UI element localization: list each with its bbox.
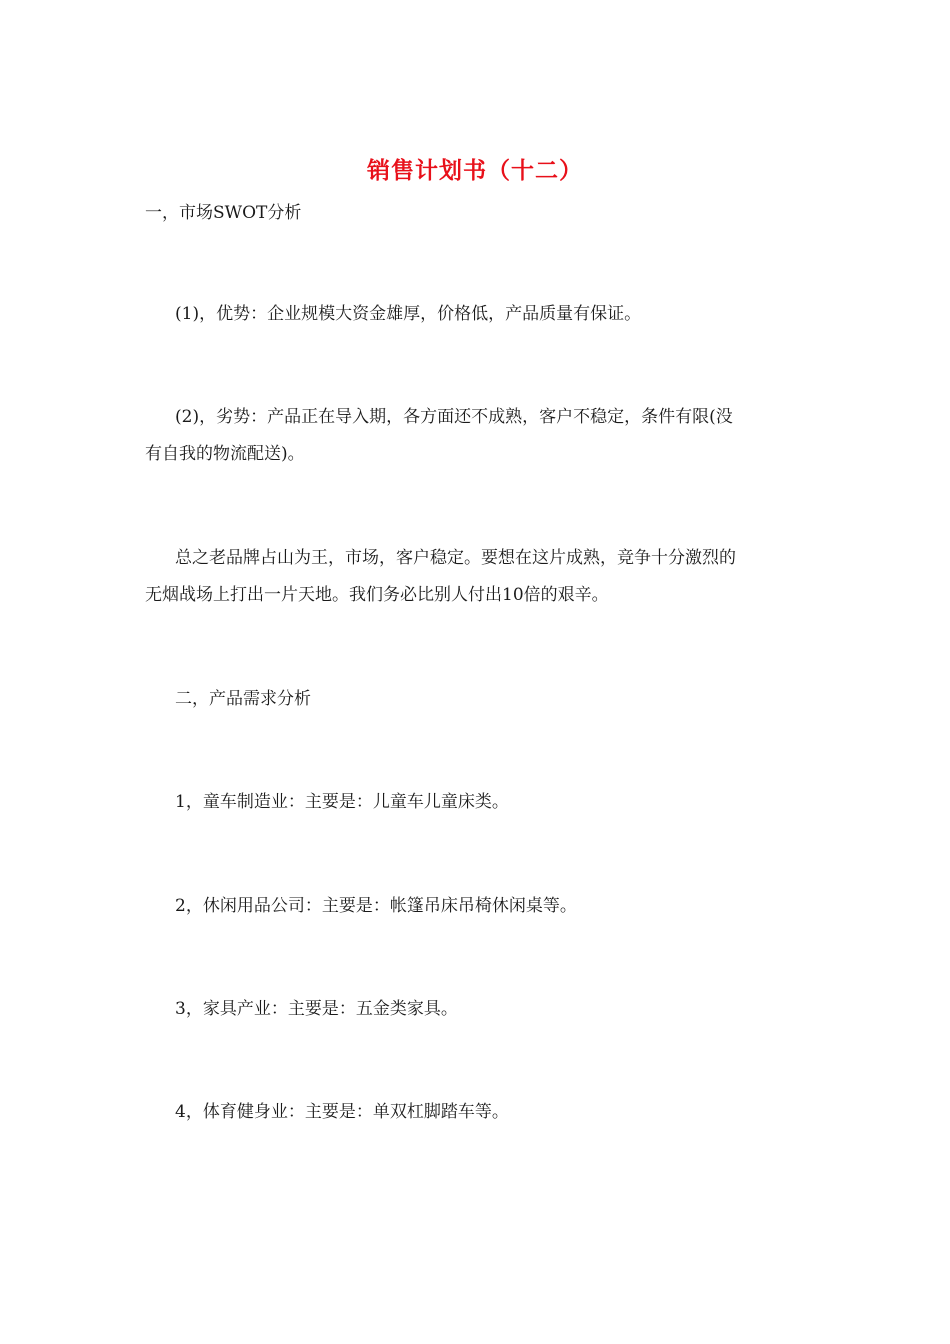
paragraph-strength: (1)，优势：企业规模大资金雄厚，价格低，产品质量有保证。 xyxy=(175,304,642,324)
paragraph-summary xyxy=(145,540,810,614)
section-heading-swot: 一，市场SWOT分析 xyxy=(145,203,302,223)
paragraph-weakness-line-1: (2)，劣势：产品正在导入期，各方面还不成熟，客户不稳定，条件有限(没 xyxy=(175,407,733,427)
list-item-3: 3，家具产业：主要是：五金类家具。 xyxy=(175,999,458,1019)
section-heading-demand: 二，产品需求分析 xyxy=(175,689,311,709)
paragraph-summary-line-2: 无烟战场上打出一片天地。我们务必比别人付出10倍的艰辛。 xyxy=(145,585,609,605)
paragraph-weakness xyxy=(145,399,810,473)
list-item-1: 1，童车制造业：主要是：儿童车儿童床类。 xyxy=(175,792,509,812)
document-title: 销售计划书（十二） xyxy=(367,157,583,184)
paragraph-summary-line-1: 总之老品牌占山为王，市场，客户稳定。要想在这片成熟，竞争十分激烈的 xyxy=(175,548,736,568)
list-item-2: 2，休闲用品公司：主要是：帐篷吊床吊椅休闲桌等。 xyxy=(175,896,577,916)
paragraph-weakness-line-2: 有自我的物流配送)。 xyxy=(145,444,305,464)
list-item-4: 4，体育健身业：主要是：单双杠脚踏车等。 xyxy=(175,1102,509,1122)
